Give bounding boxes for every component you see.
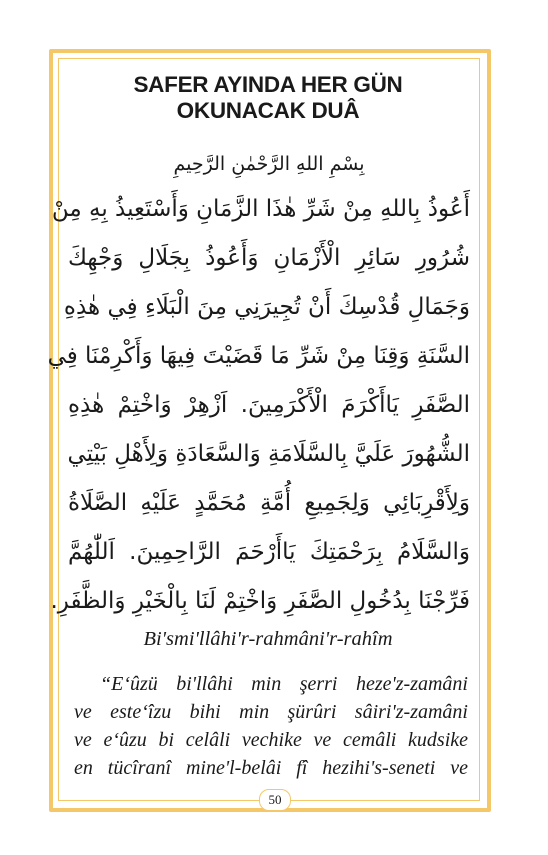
page-number: 50 [259,789,291,811]
arabic-line-7: وَلِأَقْرِبَائِي وَلِجَمِيعِ أُمَّةِ مُحَمَّدٍ عَلَيْهِ الصَّلَاةُ [68,490,470,516]
title-line-2: OKUNACAK DUÂ [176,98,360,123]
translit-line-1: “E‘ûzü bi'llâhi min şerri heze'z-zamâni [100,673,468,695]
translit-line-4: en tücîranî mine'l-belâi fî hezihi's-seneti ve [74,757,468,779]
arabic-line-2: شُرُورِ سَائِرِ الْأَزْمَانِ وَأَعُوذُ بِجَلَالِ وَجْهِكَ [68,245,470,271]
arabic-line-9: فَرِّجْنَا بِدُخُولِ الصَّفَرِ وَاخْتِمْ لَنَا بِالْخَيْرِ وَالظَّفَرِ. [50,588,470,614]
arabic-line-3: وَجَمَالِ قُدْسِكَ أَنْ تُجِيرَنِي مِنَ الْبَلَاءِ فِي هٰذِهِ [63,294,470,320]
arabic-line-5: الصَّفَرِ يَاأَكْرَمَ الْأَكْرَمِينَ. اَزْهِرْ وَاخْتِمْ هٰذِهِ [68,392,470,418]
page-title [60,72,476,124]
arabic-line-8: وَالسَّلَامُ بِرَحْمَتِكَ يَاأَرْحَمَ الرَّاحِمِينَ. اَللّٰهُمَّ [68,539,470,565]
arabic-line-4: السَّنَةِ وَقِنَا مِنْ شَرِّ مَا قَضَيْتَ فِيهَا وَأَكْرِمْنَا فِي [47,343,470,369]
bismillah-arabic: بِسْمِ اللهِ الرَّحْمٰنِ الرَّحِيمِ [173,153,365,175]
title-line-1: SAFER AYINDA HER GÜN [133,72,403,97]
translit-line-3: ve e‘ûzu bi celâli vechike ve cemâli kudsike [74,729,468,751]
arabic-line-6: الشُّهُورَ عَلَيَّ بِالسَّلَامَةِ وَالسَّعَادَةِ وَلِأَهْلِ بَيْتِي [67,441,470,467]
arabic-line-1: أَعُوذُ بِاللهِ مِنْ شَرِّ هٰذَا الزَّمَانِ وَأَسْتَعِيذُ بِهِ مِنْ [51,196,470,222]
translit-line-2: ve este‘îzu bihi min şürûri sâiri'z-zamâni [74,701,468,723]
bismillah-transliteration: Bi'smi'llâhi'r-rahmâni'r-rahîm [143,628,393,650]
